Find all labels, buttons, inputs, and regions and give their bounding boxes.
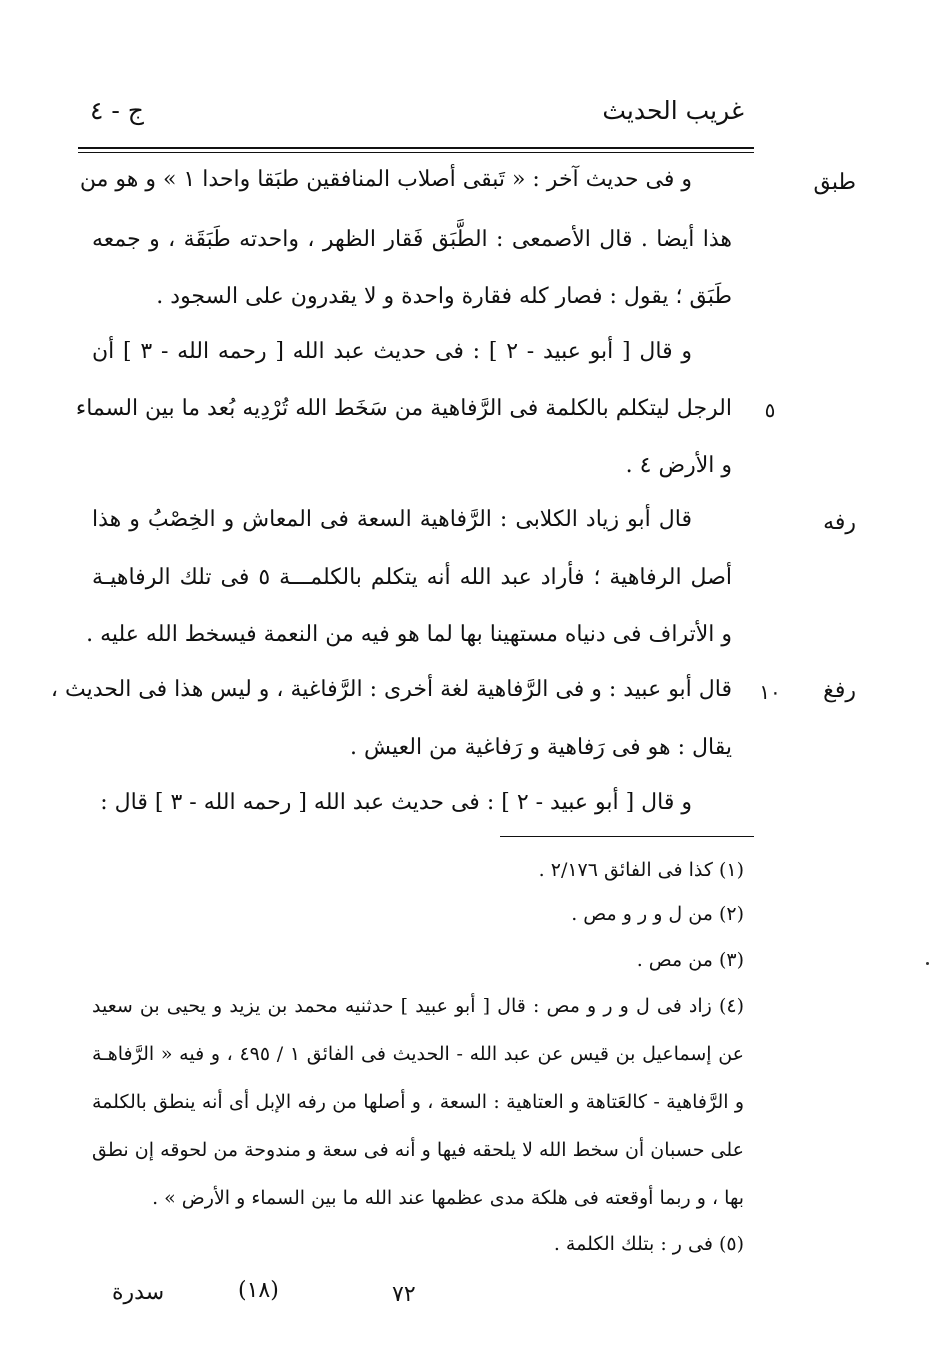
body-line-9: و الأتراف فى دنياه مستهينا بها لما هو فيه من النعمة فيسخط الله عليه . bbox=[86, 622, 732, 647]
footnote-4-line-2: عن إسماعيل بن قيس عن عبد الله - الحديث فى الفائق ١ / ٤٩٥ ، و فيه « الرَّفاهـة bbox=[92, 1043, 745, 1065]
body-line-2: هذا أيضا . قال الأصمعى : الطَّبَق فَقار الظهر ، واحدته طَبَقَة ، و جمعه bbox=[92, 227, 732, 252]
body-line-8: أصل الرفاهية ؛ فأراد عبد الله أنه يتكلم بالكلمـــة ٥ فى تلك الرفاهيـة bbox=[92, 565, 732, 590]
body-line-1: و فى حديث آخر : « تَبقى أصلاب المنافقين طبَقا واحدا ١ » و هو من bbox=[79, 167, 692, 192]
volume-label: ج - ٤ bbox=[90, 96, 144, 125]
line-number-5: ٥ bbox=[764, 398, 776, 422]
scan-speck bbox=[926, 962, 929, 965]
running-title: غريب الحديث bbox=[602, 96, 744, 125]
footnote-3: (٣) من مص . bbox=[636, 949, 744, 971]
body-line-6: و الأرض ٤ . bbox=[625, 453, 732, 478]
footnote-2: (٢) من ل و ر و مص . bbox=[571, 903, 744, 925]
body-line-7: قال أبو زياد الكلابى : الرَّفاهية السعة فى المعاش و الخِصْبُ و هذا bbox=[92, 507, 692, 532]
footnote-5: (٥) فى ر : بتلك الكلمة . bbox=[553, 1233, 744, 1255]
margin-word-rafah: رفه bbox=[823, 510, 856, 535]
margin-word-rafagh: رفغ bbox=[823, 678, 856, 703]
footnote-4-line-3: و الرَّفاهية - كالعَتاهة و العتاهية : السعة ، و أصلها من رفه الإبل أى أنه ينطق بالكلمة bbox=[92, 1091, 744, 1113]
footnote-1: (١) كذا فى الفائق ٢/١٧٦ . bbox=[538, 859, 744, 881]
body-line-11: يقال : هو فى رَفاهية و رَفاغية من العيش . bbox=[349, 735, 732, 760]
signature-label: سدرة bbox=[112, 1280, 165, 1305]
body-line-4: و قال [ أبو عبيد - ٢ ] : فى حديث عبد الله [ رحمه الله - ٣ ] أن bbox=[92, 339, 692, 364]
footnote-4-line-1: (٤) زاد فى ل و ر و مص : قال [ أبو عبيد ] حدثنيه محمد بن يزيد و يحيى بن سعيد bbox=[92, 995, 744, 1017]
margin-word-tabaq: طبق bbox=[813, 170, 856, 195]
header-rule-thin bbox=[78, 152, 754, 153]
page-number: ٧٢ bbox=[392, 1282, 416, 1307]
line-number-10: ١٠ bbox=[759, 680, 781, 704]
header-rule bbox=[78, 147, 754, 149]
body-line-10: قال أبو عبيد : و فى الرَّفاهية لغة أخرى : الرَّفاغية ، و ليس هذا فى الحديث ، bbox=[50, 677, 732, 702]
signature-number: (١٨) bbox=[238, 1278, 279, 1303]
body-line-3: طَبَق ؛ يقول : فصار كله فقارة واحدة و لا يقدرون على السجود . bbox=[156, 284, 732, 309]
body-line-5: الرجل ليتكلم بالكلمة فى الرَّفاهية من سَخَط الله تُرْدِيه بُعد ما بين السماء bbox=[75, 396, 732, 421]
footnote-rule bbox=[500, 836, 754, 837]
footnote-4-line-5: بها ، و ربما أوقعته فى هلكة مدى عظمها عند الله ما بين السماء و الأرض » . bbox=[152, 1187, 744, 1209]
footnote-4-line-4: على حسبان أن سخط الله لا يلحقه فيها و أنه فى سعة و مندوحة من لحوقه إن نطق bbox=[92, 1139, 744, 1161]
body-line-12: و قال [ أبو عبيد - ٢ ] : فى حديث عبد الله [ رحمه الله - ٣ ] قال : bbox=[100, 790, 692, 815]
